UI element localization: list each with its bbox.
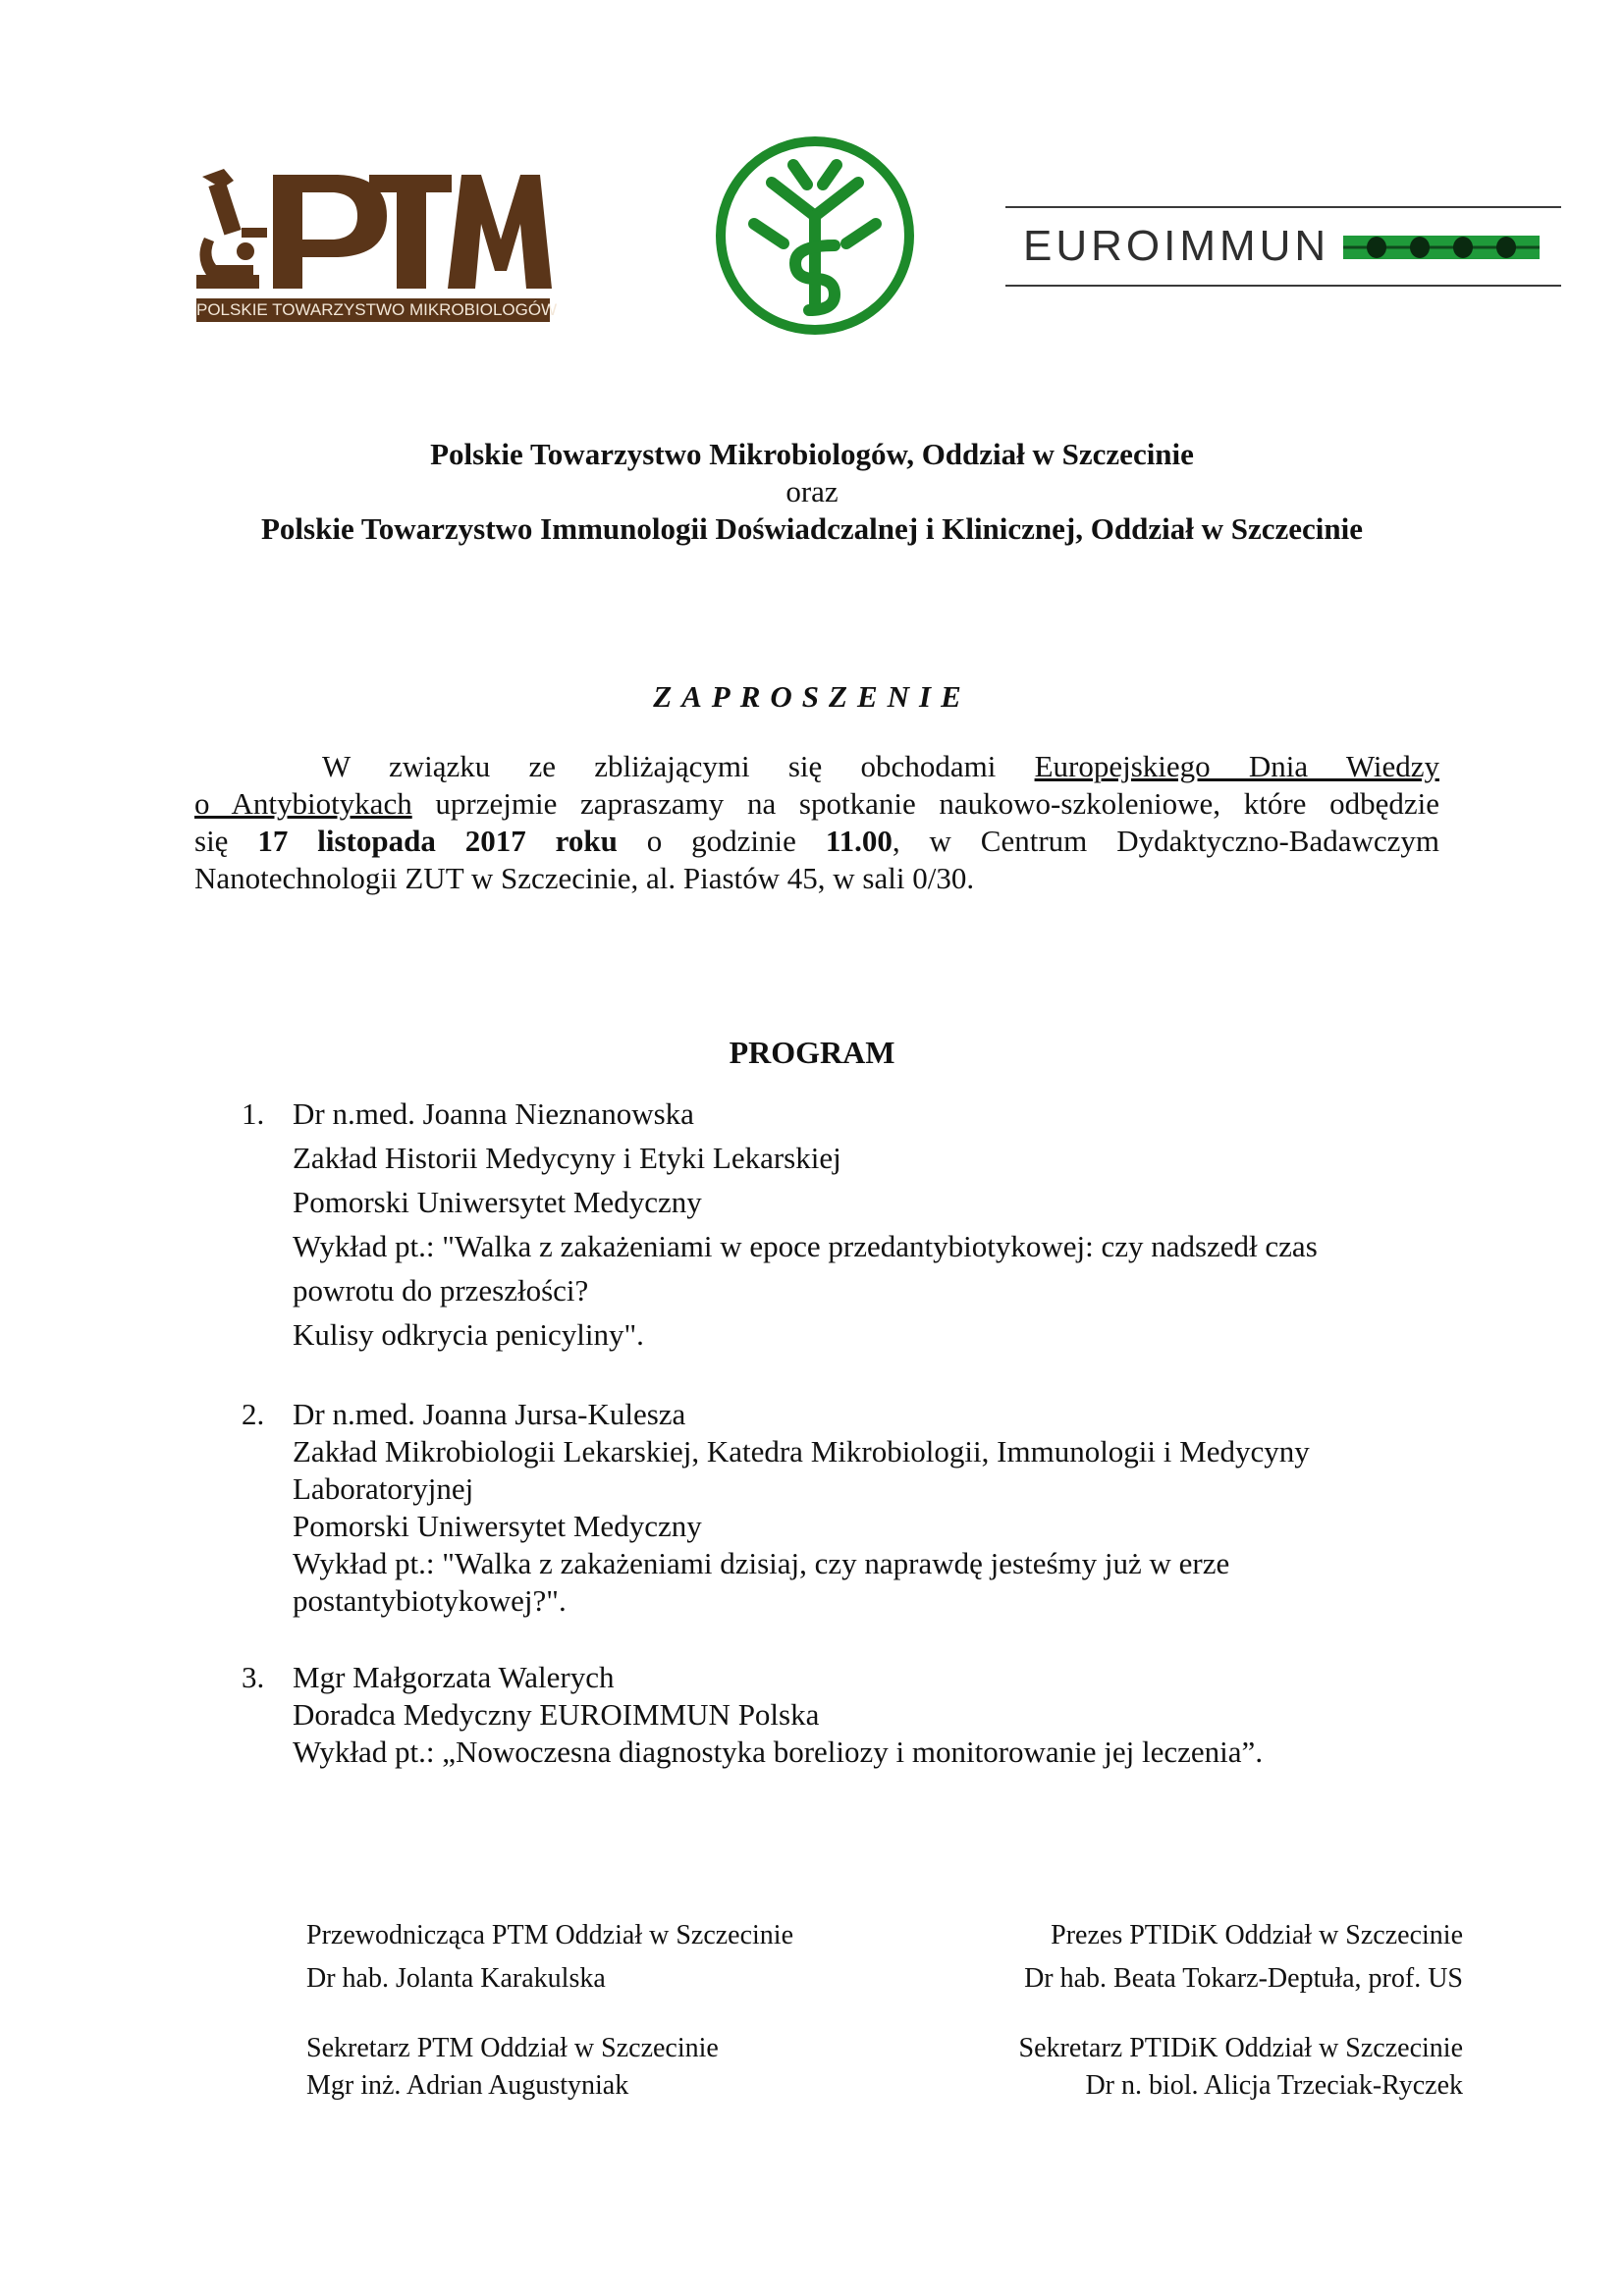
program-item-number: 3. xyxy=(242,1660,265,1694)
logo-bottom-rule xyxy=(1005,285,1561,287)
invitation-title: ZAPROSZENIE xyxy=(653,679,971,714)
program-item-number: 1. xyxy=(242,1096,265,1131)
program-title: PROGRAM xyxy=(729,1035,895,1070)
lecture-title-cont: postantybiotykowej?". xyxy=(293,1583,567,1618)
speaker-university: Pomorski Uniwersytet Medyczny xyxy=(293,1185,702,1219)
speaker-name: Mgr Małgorzata Walerych xyxy=(293,1660,615,1694)
euroimmun-wordmark: EUROIMMUN xyxy=(1023,222,1330,270)
signature-role: Sekretarz PTM Oddział w Szczecinie xyxy=(306,2033,719,2063)
signature-name: Dr hab. Beata Tokarz-Deptuła, prof. US xyxy=(1024,1963,1463,1994)
signature-name: Dr n. biol. Alicja Trzeciak-Ryczek xyxy=(1085,2070,1463,2101)
ptm-band-text: POLSKIE TOWARZYSTWO MIKROBIOLOGÓW xyxy=(196,298,550,322)
program-item xyxy=(242,1659,1479,1777)
event-time: 11.00 xyxy=(825,824,893,858)
event-date: 17 listopada 2017 roku xyxy=(257,824,618,858)
signature-block-right-2 xyxy=(1019,2030,1463,2105)
lecture-title: Wykład pt.: "Walka z zakażeniami dzisiaj, czy naprawdę jesteśmy już w erze xyxy=(293,1546,1230,1580)
speaker-name: Dr n.med. Joanna Nieznanowska xyxy=(293,1096,694,1131)
intro-line-1: W związku ze zbliżającymi się obchodami Europejskiego Dnia Wiedzy xyxy=(322,749,1439,783)
event-link-cont: o Antybiotykach xyxy=(194,786,412,821)
program-item xyxy=(242,1092,1479,1359)
program-item-body xyxy=(293,1659,1471,1771)
intro-line-4: Nanotechnologii ZUT w Szczecinie, al. Piastów 45, w sali 0/30. xyxy=(194,861,975,895)
program-item-number: 2. xyxy=(242,1397,265,1431)
speaker-name: Dr n.med. Joanna Jursa-Kulesza xyxy=(293,1397,686,1431)
intro-line-3: się 17 listopada 2017 roku o godzinie 11.00, w Centrum Dydaktyczno-Badawczym xyxy=(194,824,1440,858)
speaker-department: Zakład Historii Medycyny i Etyki Lekarskiej xyxy=(293,1141,841,1175)
lecture-title-cont: Kulisy odkrycia penicyliny". xyxy=(293,1317,644,1352)
org-title-1: Polskie Towarzystwo Mikrobiologów, Oddział w Szczecinie xyxy=(430,437,1194,471)
speaker-department-cont: Laboratoryjnej xyxy=(293,1471,474,1506)
lecture-title: Wykład pt.: „Nowoczesna diagnostyka boreliozy i monitorowanie jej leczenia”. xyxy=(293,1735,1264,1769)
event-link: Europejskiego Dnia Wiedzy xyxy=(1034,749,1439,783)
lecture-title: Wykład pt.: "Walka z zakażeniami w epoce przedantybiotykowej: czy nadszedł czas xyxy=(293,1229,1318,1263)
speaker-position: Doradca Medyczny EUROIMMUN Polska xyxy=(293,1697,820,1732)
invitation-paragraph xyxy=(194,748,1439,897)
speaker-university: Pomorski Uniwersytet Medyczny xyxy=(293,1509,702,1543)
signature-name: Dr hab. Jolanta Karakulska xyxy=(306,1963,606,1994)
signature-block-right-1 xyxy=(1024,1914,1463,2001)
program-item xyxy=(242,1396,1479,1631)
signature-name: Mgr inż. Adrian Augustyniak xyxy=(306,2070,629,2101)
lecture-title-cont: powrotu do przeszłości? xyxy=(293,1273,589,1308)
signature-role: Sekretarz PTIDiK Oddział w Szczecinie xyxy=(1018,2033,1463,2063)
microscope-icon xyxy=(194,169,552,296)
program-item-body xyxy=(293,1396,1471,1620)
signature-role: Przewodnicząca PTM Oddział w Szczecinie xyxy=(306,1920,794,1950)
medical-society-logo-icon xyxy=(715,135,915,336)
ptm-logo xyxy=(194,169,558,326)
euroimmun-logo xyxy=(1005,206,1561,289)
org-conjunction: oraz xyxy=(785,474,839,508)
signature-block-left-2 xyxy=(306,2030,719,2105)
speaker-department: Zakład Mikrobiologii Lekarskiej, Katedra Mikrobiologii, Immunologii i Medycyny xyxy=(293,1434,1310,1468)
euroimmun-dots-icon xyxy=(1343,234,1540,261)
logo-top-rule xyxy=(1005,206,1561,208)
signature-role: Prezes PTIDiK Oddział w Szczecinie xyxy=(1051,1920,1463,1950)
signature-block-left-1 xyxy=(306,1914,793,2001)
org-title-2: Polskie Towarzystwo Immunologii Doświadczalnej i Klinicznej, Oddział w Szczecinie xyxy=(261,511,1363,546)
program-item-body xyxy=(293,1092,1471,1357)
intro-line-2: o Antybiotykach uprzejmie zapraszamy na spotkanie naukowo-szkoleniowe, które odbędzie xyxy=(194,786,1439,821)
